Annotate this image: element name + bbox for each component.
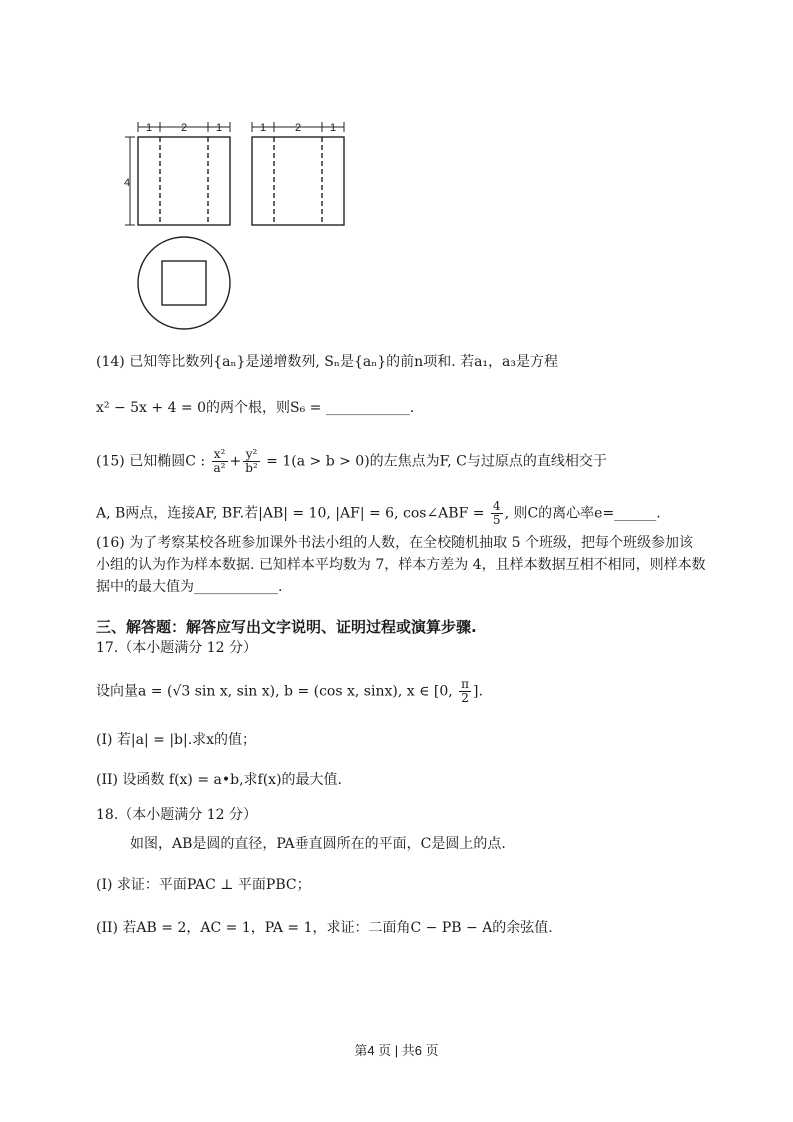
dim-label-1b: 1 [216, 122, 223, 134]
q17-part1: (I) 若|a| = |b|.求x的值； [96, 732, 257, 748]
frac-den: 5 [492, 513, 501, 527]
fraction-y2-b2 [243, 448, 260, 475]
q18-header: 18.（本小题满分 12 分） [96, 807, 257, 823]
dim-label-1-right: 1 [260, 122, 267, 134]
q18-part1: (I) 求证：平面PAC ⊥ 平面PBC； [96, 877, 311, 893]
q14-line2: x² − 5x + 4 = 0的两个根，则S₆ = ____________. [96, 400, 415, 416]
q14-line1: (14) 已知等比数列{aₙ}是递增数列, Sₙ是{aₙ}的前n项和. 若a₁，a₃是方程 [96, 354, 559, 370]
q15-line2-pre: A, B两点，连接AF, BF.若|AB| = 10, |AF| = 6, cos∠ABF = [96, 505, 489, 522]
q15-line1-pre: (15) 已知椭圆C : [96, 453, 210, 470]
dim-label-1: 1 [146, 122, 153, 134]
front-view [138, 137, 230, 225]
frac-num: x² [212, 448, 228, 462]
q16-line2: 小组的认为作为样本数据. 已知样本平均数为 7，样本方差为 4，且样本数据互相不相同，则样本数 [96, 557, 706, 573]
q15-line2 [96, 500, 661, 527]
side-view [252, 137, 344, 225]
q16-line3: 据中的最大值为____________. [96, 579, 283, 595]
top-view [138, 237, 230, 329]
dim-label-1b-right: 1 [330, 122, 337, 134]
page-footer: 第4 页 | 共6 页 [354, 1043, 439, 1058]
dim-label-2-right: 2 [295, 122, 302, 134]
q16-line1: (16) 为了考察某校各班参加课外书法小组的人数，在全校随机抽取 5 个班级，把每个班级参加该 [96, 535, 693, 551]
q15-line2-post: , 则C的离心率e=______. [504, 505, 661, 522]
three-view-figure [118, 115, 368, 345]
frac-num: y² [243, 448, 260, 462]
q17-part2: (II) 设函数 f(x) = a•b,求f(x)的最大值. [96, 772, 342, 788]
q17-stem-post: ]. [473, 683, 483, 700]
q18-stem: 如图，AB是圆的直径，PA垂直圆所在的平面，C是圆上的点. [130, 836, 506, 852]
frac-den: a² [213, 461, 226, 475]
dim-label-height: 4 [124, 177, 131, 189]
section3-title: 三、解答题：解答应写出文字说明、证明过程或演算步骤. [96, 618, 477, 636]
q15-line1-post: = 1(a > b > 0)的左焦点为F, C与过原点的直线相交于 [261, 453, 607, 470]
q17-stem [96, 678, 483, 705]
q18-part2: (II) 若AB = 2，AC = 1，PA = 1，求证：二面角C − PB − A的余弦值. [96, 920, 553, 936]
q17-header: 17.（本小题满分 12 分） [96, 640, 257, 656]
frac-num: 4 [492, 499, 501, 513]
fraction-x2-a2 [212, 448, 228, 475]
frac-den: 2 [461, 691, 469, 705]
frac-num: π [461, 677, 470, 691]
frac-den: b² [245, 461, 258, 475]
q15-line1: (15) 已知椭圆C : $\frac{\text{x²}}{\text{a²}}$ + $\frac{\text{y²}}{\text{b²}}$ = 1(a > b > 0)的左焦点为F, C与过原点的直线相交于 [96, 447, 607, 475]
fraction-4-5 [491, 500, 503, 527]
dim-label-2: 2 [181, 122, 188, 134]
q17-stem-pre: 设向量a = (√3 sin x, sin x), b = (cos x, sinx), x ∈ [0, [96, 683, 458, 700]
fraction-pi-2 [459, 678, 471, 705]
